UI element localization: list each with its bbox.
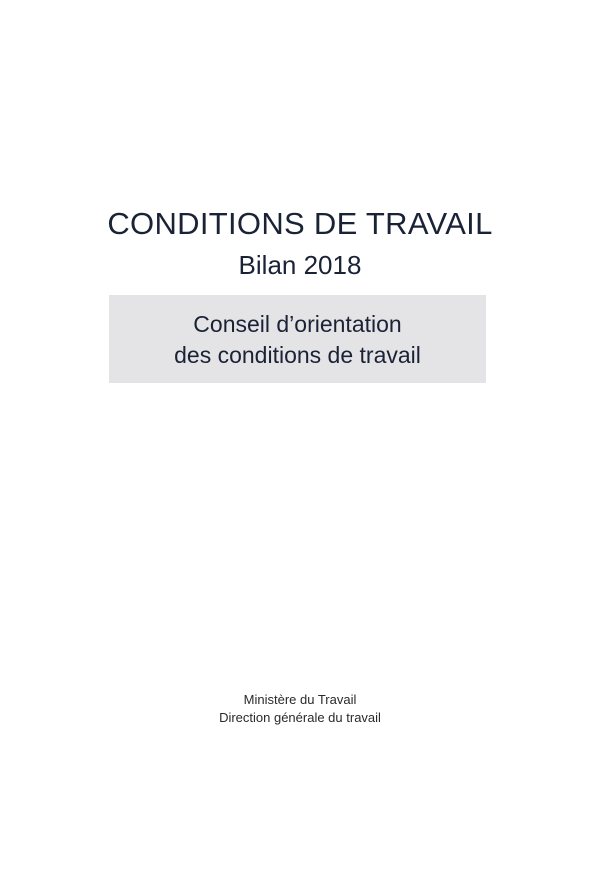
council-banner [109,295,486,383]
council-name-line2: des conditions de travail [174,342,421,368]
document-subtitle: Bilan 2018 [238,250,362,280]
publisher-ministry: Ministère du Travail [243,692,357,707]
publisher-directorate: Direction générale du travail [219,710,381,725]
council-name-line1: Conseil d’orientation [193,311,402,337]
document-title: CONDITIONS DE TRAVAIL [107,206,493,241]
